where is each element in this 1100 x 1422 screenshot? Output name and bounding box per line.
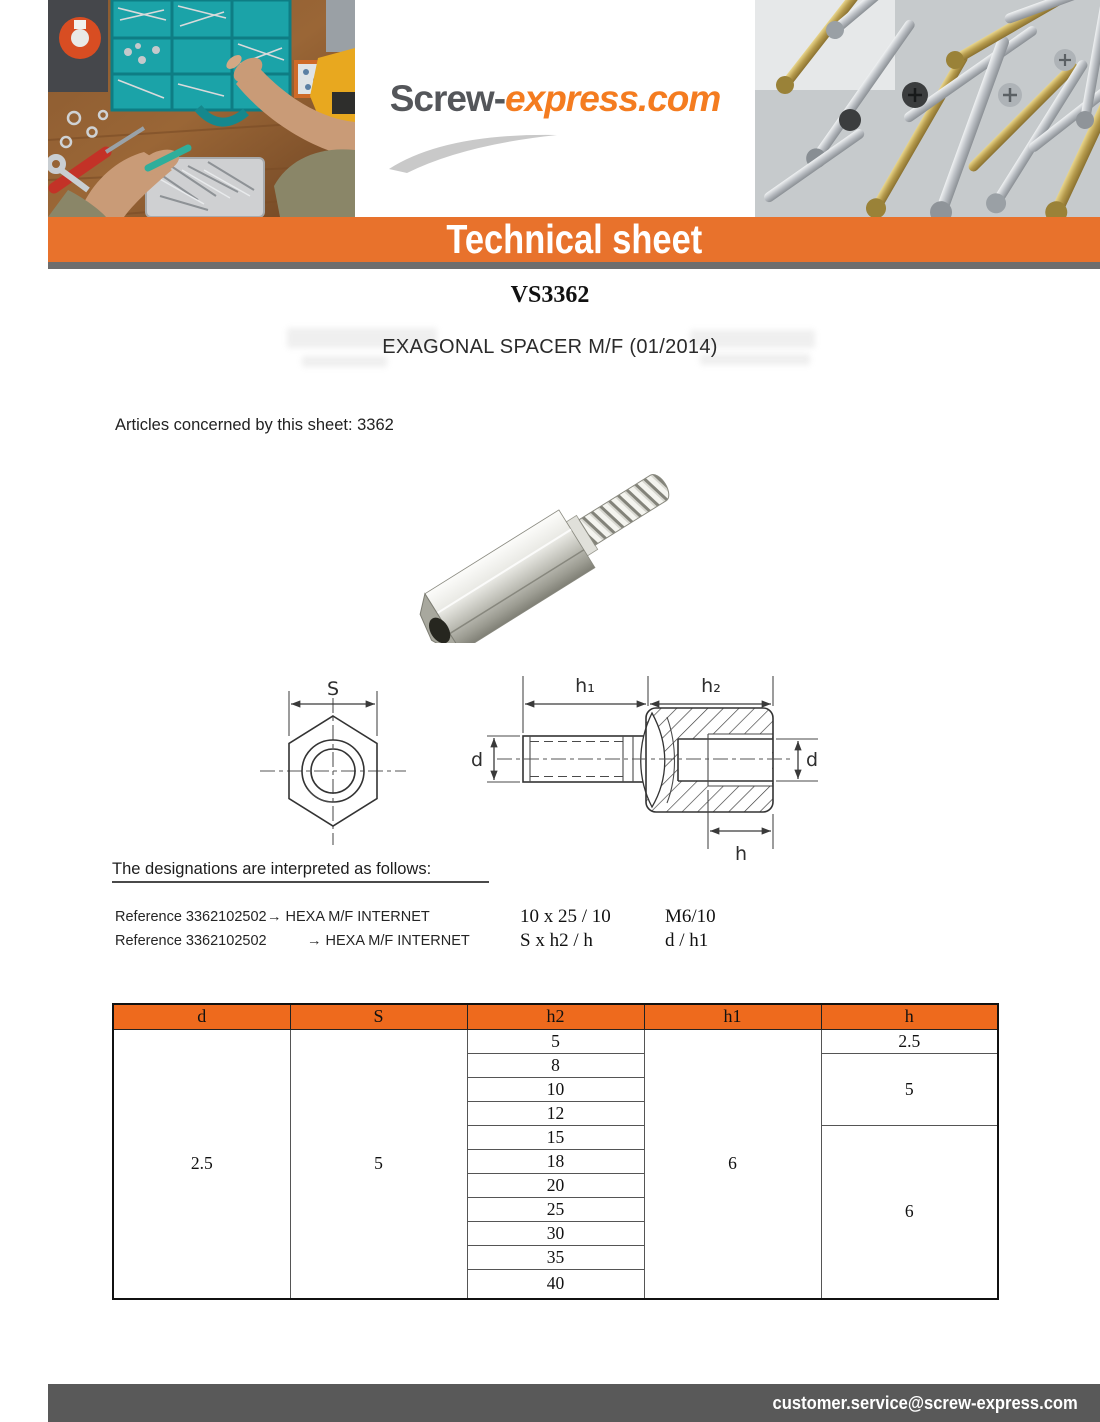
logo (355, 0, 755, 217)
cell-h2: 18 (467, 1149, 644, 1173)
footer-email: customer.service@screw-express.com (772, 1393, 1078, 1413)
d-left-dimension (471, 736, 520, 782)
banner (48, 217, 1100, 262)
label-d-left: d (470, 749, 484, 771)
screws-pile-photo (755, 0, 1100, 217)
reference-number: Reference 3362102502 (115, 909, 267, 925)
cell-h2: 35 (467, 1245, 644, 1269)
technical-drawing (255, 662, 825, 872)
workbench-photo (48, 0, 355, 217)
cell-h2: 25 (467, 1197, 644, 1221)
banner-divider (48, 262, 1100, 269)
cell-h2: 20 (467, 1173, 644, 1197)
tape-measure (59, 17, 101, 59)
d-right-dimension (776, 739, 818, 781)
spacer-male-thread (579, 471, 673, 545)
table-row (113, 1029, 998, 1053)
side-section-view (471, 675, 818, 865)
cell-h: 6 (821, 1125, 998, 1299)
reference-thread: M6/10 (665, 906, 716, 927)
hex-body-section (641, 708, 773, 812)
label-h2: h₂ (701, 675, 721, 697)
column-header-s: S (290, 1004, 467, 1029)
logo-suffix: express.com (505, 78, 721, 119)
reference-row-2 (115, 930, 835, 952)
cell-h2: 40 (467, 1269, 644, 1299)
document-subtitle: EXAGONAL SPACER M/F (01/2014) (382, 336, 718, 358)
cell-s: 5 (290, 1029, 467, 1299)
column-header-d: d (113, 1004, 290, 1029)
reference-number: Reference 3362102502 (115, 933, 267, 949)
label-s: S (326, 678, 340, 700)
reference-dimensions: 10 x 25 / 10 (520, 906, 611, 927)
cell-d: 2.5 (113, 1029, 290, 1299)
dimensions-table (112, 1003, 999, 1300)
logo-swoosh (385, 125, 585, 175)
designations-heading: The designations are interpreted as follows: (112, 860, 489, 883)
label-d-right: d (805, 749, 819, 771)
cell-h2: 10 (467, 1077, 644, 1101)
table-header-row (113, 1004, 998, 1029)
reference-dimensions: S x h2 / h (520, 930, 593, 951)
footer-bar (48, 1384, 1100, 1422)
label-h: h (734, 843, 748, 865)
document-code: VS3362 (510, 282, 590, 308)
reference-designation-name: → HEXA M/F INTERNET (307, 933, 470, 949)
product-photo (415, 448, 695, 648)
cell-h2: 5 (467, 1029, 644, 1053)
cell-h2: 12 (467, 1101, 644, 1125)
reference-thread: d / h1 (665, 930, 709, 951)
cell-h: 5 (821, 1053, 998, 1125)
column-header-h2: h2 (467, 1004, 644, 1029)
cell-h: 2.5 (821, 1029, 998, 1053)
label-h1: h₁ (575, 675, 595, 697)
articles-line: Articles concerned by this sheet: 3362 (115, 416, 394, 434)
reference-row-1 (115, 906, 835, 928)
cell-h2: 15 (467, 1125, 644, 1149)
column-header-h: h (821, 1004, 998, 1029)
logo-text (355, 78, 755, 120)
cell-h1: 6 (644, 1029, 821, 1299)
hex-end-view (260, 678, 406, 845)
column-header-h1: h1 (644, 1004, 821, 1029)
reference-designation-name: → HEXA M/F INTERNET (267, 909, 430, 925)
banner-title: Technical sheet (446, 216, 702, 262)
cell-h2: 8 (467, 1053, 644, 1077)
cell-h2: 30 (467, 1221, 644, 1245)
logo-prefix: Screw- (389, 78, 506, 119)
